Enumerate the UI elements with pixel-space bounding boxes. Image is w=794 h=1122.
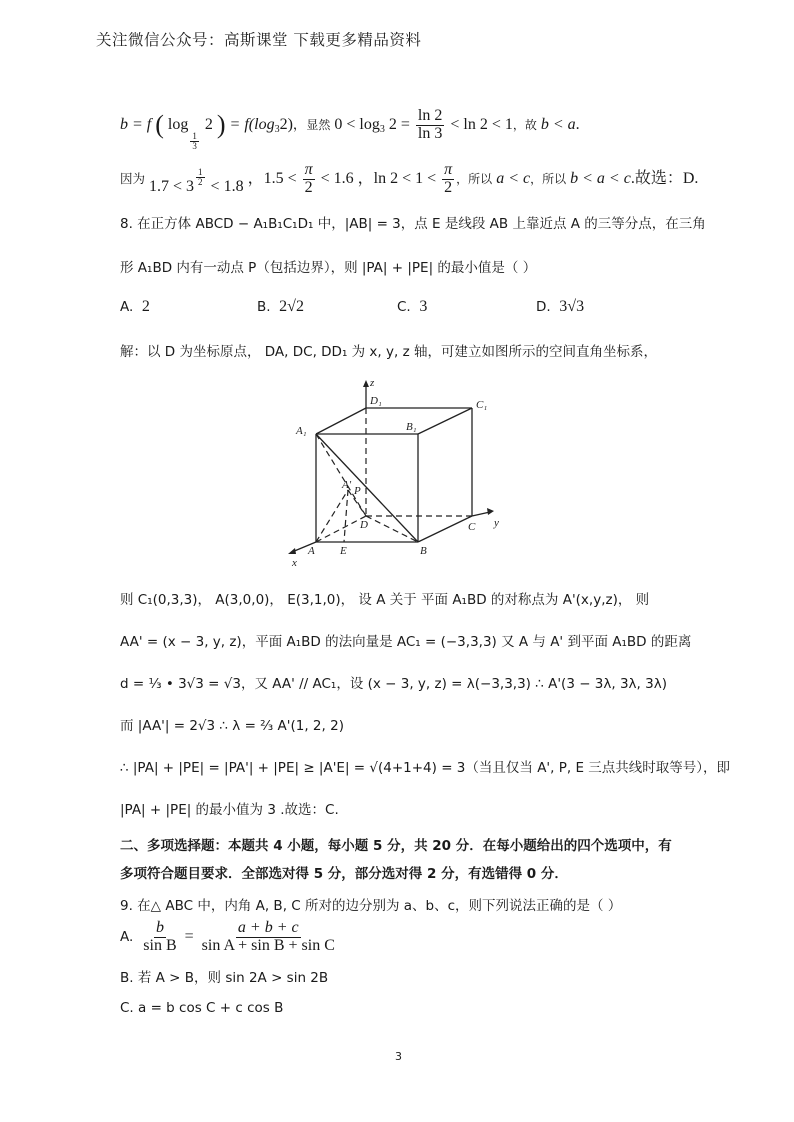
label-d: D <box>360 519 368 531</box>
expr-e: ，ln 2 < 1 < <box>357 169 437 187</box>
q9-option-c: C. a = b cos C + c cos B <box>120 1000 284 1016</box>
log-arg: 2 <box>204 115 213 133</box>
expr-b-f: b = f <box>120 115 152 133</box>
axis-y-arrow <box>487 508 494 515</box>
q8-option-d <box>536 298 584 316</box>
label-a1: A₁ <box>296 425 307 437</box>
q9-option-a <box>120 920 339 955</box>
expr-a: 1.7 < 3 <box>149 177 195 195</box>
pi-over-2-b: $\frac{\pi}{2}$ <box>444 161 453 196</box>
axis-y-end <box>472 512 490 516</box>
label-a: A <box>308 545 315 557</box>
axis-x-arrow <box>288 548 296 554</box>
solution-line-5: ∴ |PA| + |PE| = |PA'| + |PE| ≥ |A'E| = √(4+1+4) = 3（当且仅当 A', P, E 三点共线时取等号），即 <box>120 760 731 776</box>
expr-b: < 1.8 <box>206 177 244 195</box>
section2-heading-line1: 二、多项选择题：本题共 4 小题，每小题 5 分，共 20 分．在每小题给出的四个选项中，有 <box>120 838 672 854</box>
pi-over-2-a: $\frac{\pi}{2}$ <box>304 161 313 196</box>
solution-line-1: 则 C₁(0,3,3)， A(3,0,0)， E(3,1,0)， 设 A 关于 平面 A₁BD 的对称点为 A'(x,y,z)， 则 <box>120 592 650 608</box>
paren-open: ( <box>155 109 164 139</box>
log-text: log <box>167 115 189 133</box>
q9-option-a-right-fraction: $\frac{a + b + c}{\text{sin A + sin B + sin C}}$ <box>201 919 335 954</box>
ln-fraction: $\frac{\ln 2}{\ln 3}$ <box>417 107 443 142</box>
q9-stem: 9. 在△ ABC 中，内角 A, B, C 所对的边分别为 a、b、c，则下列说法正确的是（ ） <box>120 898 622 914</box>
page-header: 关注微信公众号：高斯课堂 下载更多精品资料 <box>96 31 422 49</box>
text-suoyi-1: ，所以 <box>456 171 493 186</box>
eq-mid: = f(log <box>229 115 275 133</box>
axis-z-arrow <box>363 380 369 387</box>
expr-f: a < c <box>496 169 531 187</box>
ineq1-sub: 3 <box>379 123 385 135</box>
cube-figure <box>280 372 520 572</box>
label-c1: C₁ <box>476 399 488 411</box>
label-p: P <box>354 485 361 497</box>
q9-option-b: B. 若 A > B，则 sin 2A > sin 2B <box>120 970 329 986</box>
line-a-aprime <box>316 490 348 542</box>
solution-line-3: d = ⅓ • 3√3 = √3，又 AA' // AC₁，设 (x − 3, y, z) = λ(−3,3,3) ∴ A'(3 − 3λ, 3λ, 3λ) <box>120 676 667 692</box>
text-gu: ，故 <box>512 117 537 132</box>
option-c-label: C. <box>397 299 411 315</box>
ineq2: < ln 2 < 1 <box>450 115 513 133</box>
edge-a1-d <box>316 434 366 516</box>
period: . <box>575 115 580 133</box>
q8-line2: 形 A₁BD 内有一动点 P（包括边界），则 |PA| + |PE| 的最小值是（ ） <box>120 260 537 276</box>
expr-c: ，1.5 < <box>247 169 297 187</box>
solution-line-4: 而 |AA'| = 2√3 ∴ λ = ⅔ A'(1, 2, 2) <box>120 718 344 734</box>
log3-arg: 2) <box>279 115 293 133</box>
text-yinwei: 因为 <box>120 170 146 186</box>
option-a-label: A. <box>120 299 134 315</box>
paren-close: ) <box>216 109 226 139</box>
equation-line-b <box>120 108 580 152</box>
solution-line-6: |PA| + |PE| 的最小值为 3 .故选：C. <box>120 802 339 818</box>
expr-d: < 1.6 <box>320 169 354 187</box>
conclusion: b < a <box>540 115 576 133</box>
exponent-fraction: $\frac{1}{2}$ <box>198 166 203 188</box>
edge-b1-c1 <box>418 408 472 434</box>
expr-g: b < a < c <box>570 169 631 187</box>
section2-heading-line2: 多项符合题目要求．全部选对得 5 分，部分选对得 2 分，有选错得 0 分． <box>120 866 568 882</box>
label-d1: D₁ <box>370 395 382 407</box>
q9-option-a-label: A. <box>120 928 134 945</box>
edge-b-c <box>418 516 472 542</box>
q9-option-a-left-fraction: $\frac{b}{\text{sin B}}$ <box>143 919 177 954</box>
solution-intro: 解：以 D 为坐标原点， DA, DC, DD₁ 为 x, y, z 轴，可建立如图所示的空间直角坐标系， <box>120 344 657 360</box>
label-y: y <box>494 517 499 529</box>
label-b: B <box>420 545 427 557</box>
edge-d-b <box>366 516 418 542</box>
label-aprime: A' <box>342 479 352 491</box>
label-z: z <box>370 377 375 389</box>
line-aprime-e <box>344 490 348 542</box>
solution-line-2: AA' = (x − 3, y, z)，平面 A₁BD 的法向量是 AC₁ = (−3,3,3) 又 A 与 A' 到平面 A₁BD 的距离 <box>120 634 692 650</box>
text-xianran: 显然 <box>306 117 331 132</box>
q8-option-a <box>120 298 150 316</box>
label-c: C <box>468 521 476 533</box>
option-c-value: 3 <box>419 298 428 315</box>
log-base-fraction: $\frac{1}{3}$ <box>192 130 197 152</box>
q8-option-b <box>257 298 304 316</box>
q9-option-a-eq: = <box>184 927 194 945</box>
option-a-value: 2 <box>141 298 150 315</box>
option-d-value: 3√3 <box>559 298 585 315</box>
label-b1: B₁ <box>406 421 417 433</box>
option-b-label: B. <box>257 299 271 315</box>
q8-option-c <box>397 298 427 316</box>
ineq1-tail: 2 = <box>384 115 410 133</box>
text-guxuan: .故选：D. <box>630 169 699 187</box>
edge-a1-d1 <box>316 408 366 434</box>
label-x: x <box>292 557 297 569</box>
page-number: 3 <box>395 1050 402 1063</box>
ineq1: 0 < log <box>334 115 380 133</box>
option-b-value: 2√2 <box>279 298 304 315</box>
q8-line1: 8. 在正方体 ABCD − A₁B₁C₁D₁ 中，|AB| = 3，点 E 是线段 AB 上靠近点 A 的三等分点，在三角 <box>120 216 706 232</box>
comma: ， <box>292 116 307 133</box>
text-suoyi-2: ，所以 <box>530 171 567 186</box>
equation-line-yinwei <box>120 162 698 197</box>
label-e: E <box>340 545 347 557</box>
log3-sub: 3 <box>274 123 280 135</box>
option-d-label: D. <box>536 299 551 315</box>
